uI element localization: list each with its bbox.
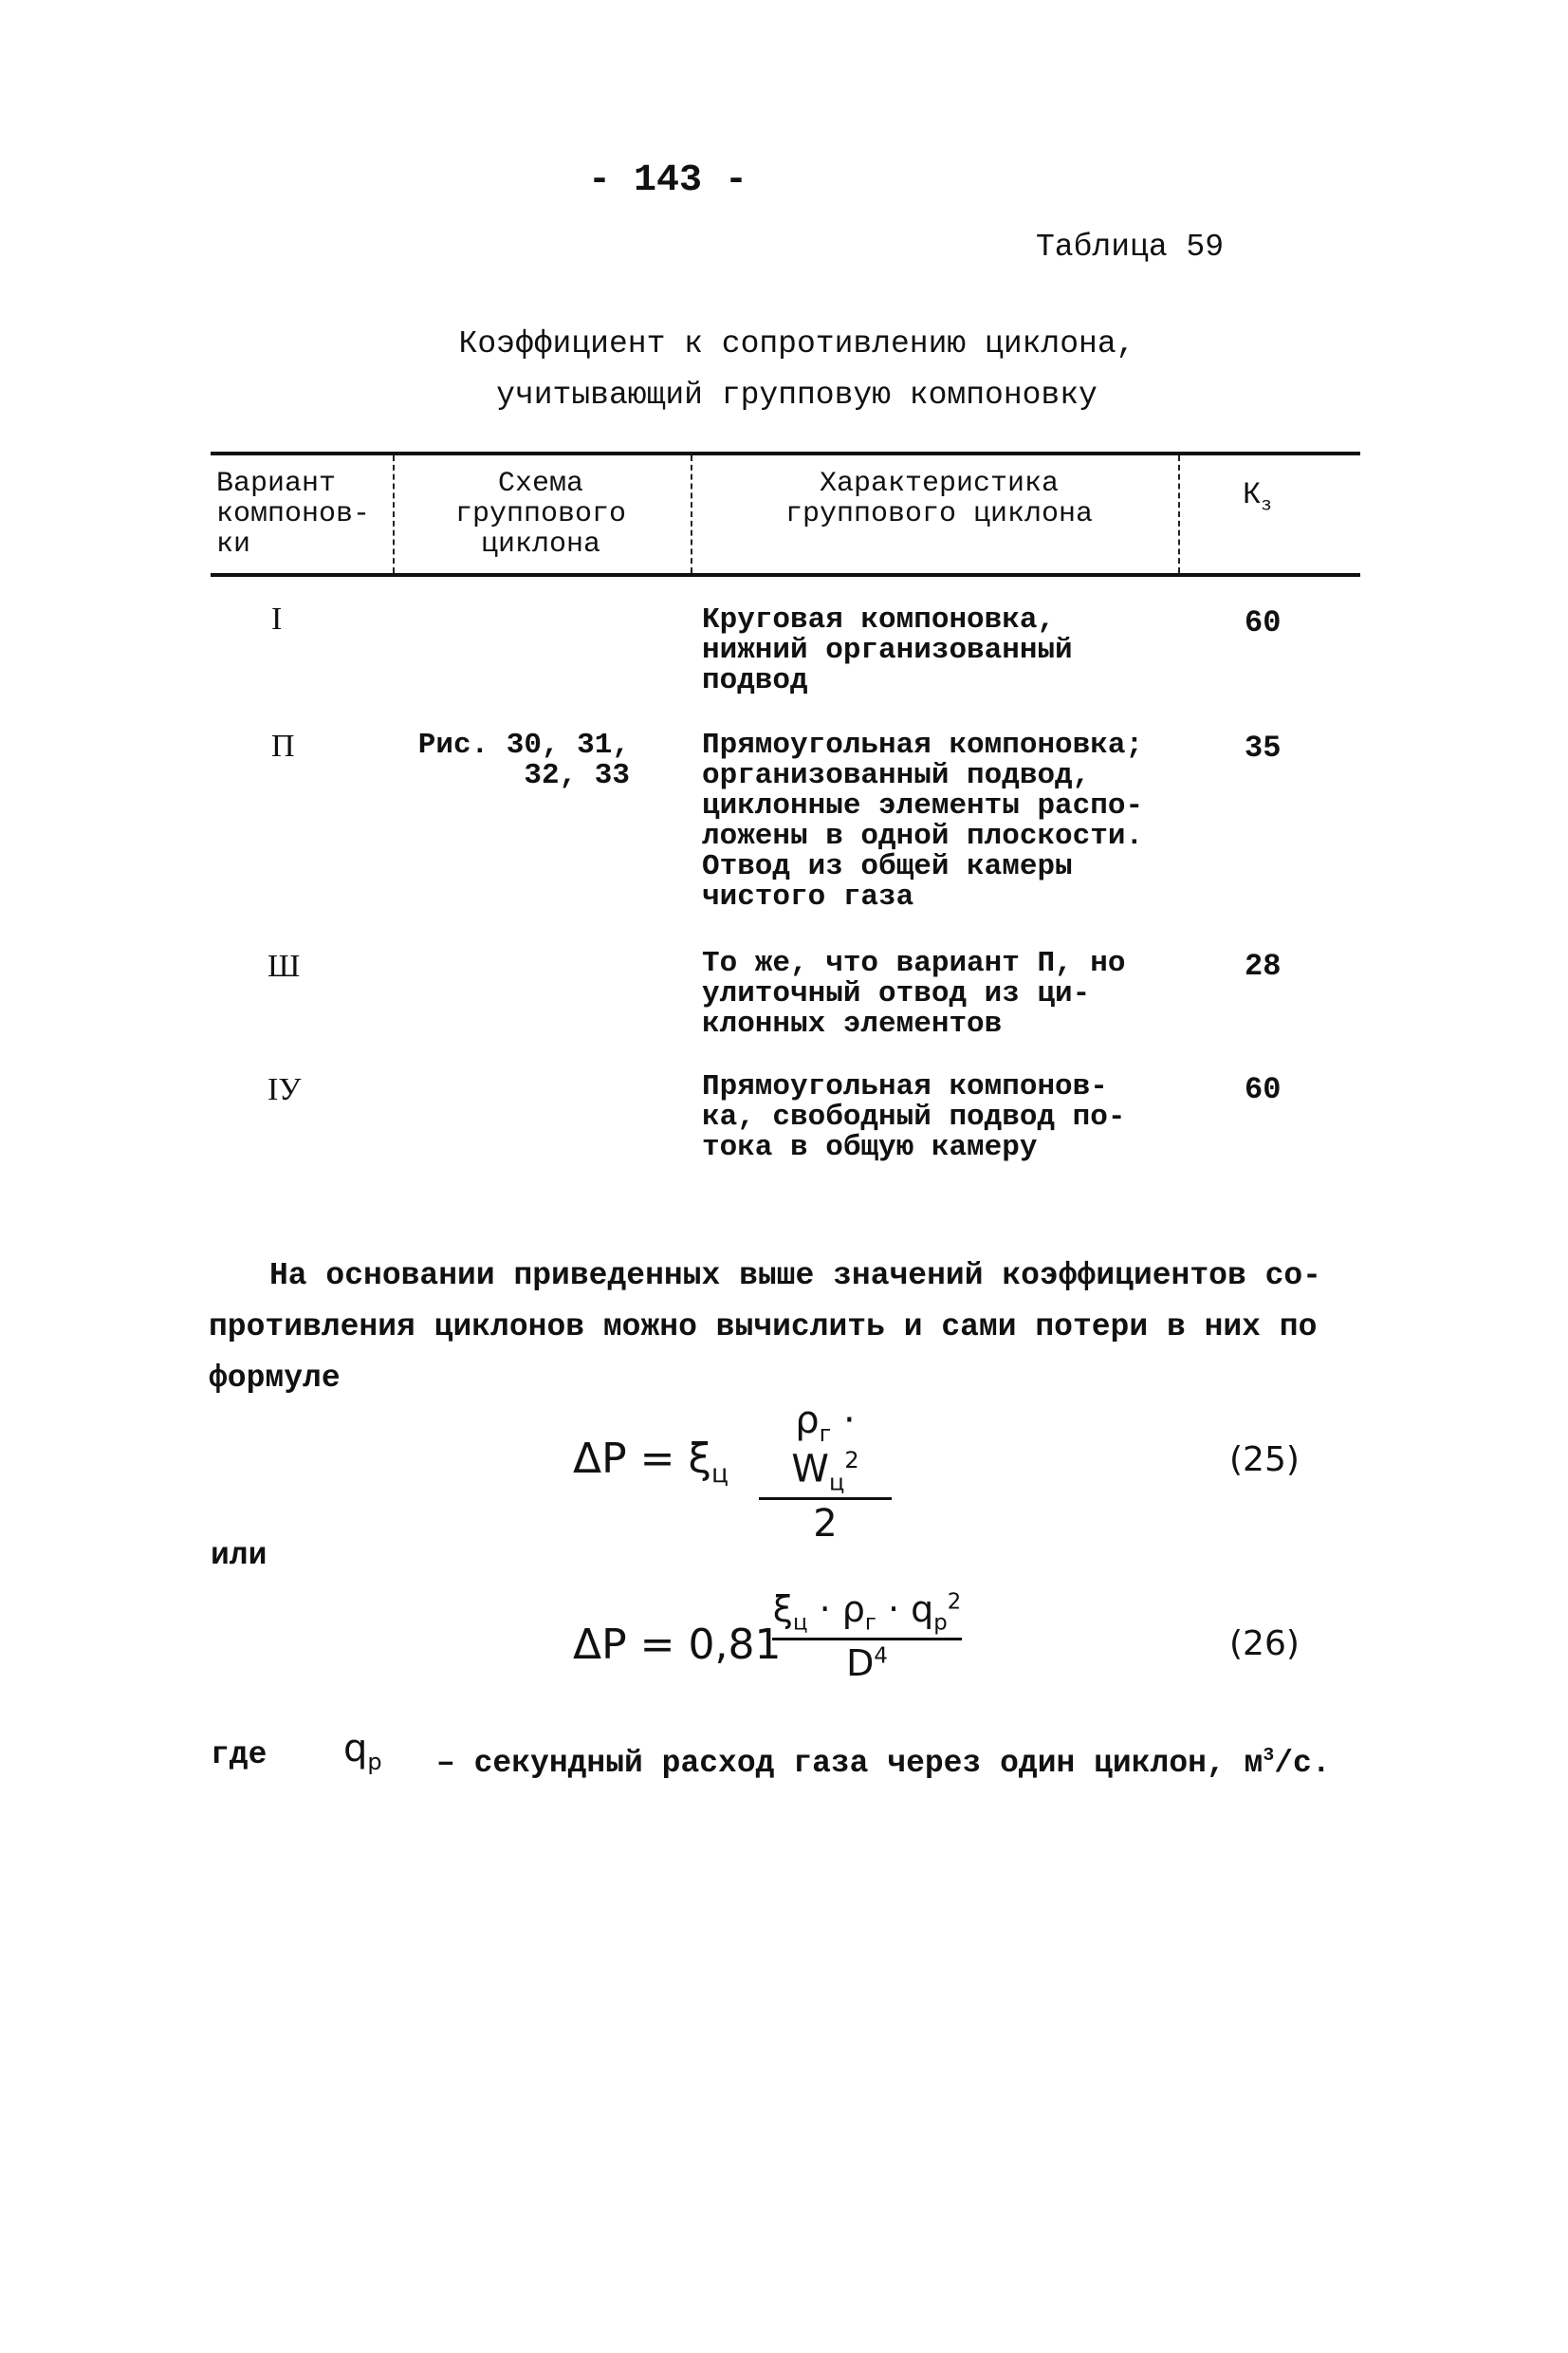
header-k: $К_з$	[1243, 477, 1272, 516]
page-number: - 143 -	[588, 159, 748, 202]
row-1-k: 60	[1245, 605, 1282, 640]
table-top-rule	[211, 452, 1360, 455]
row-4-k: 60	[1245, 1072, 1282, 1107]
row-3-k: 28	[1245, 949, 1282, 984]
header-variant: Вариант компонов- ки	[216, 468, 371, 561]
formula-26-fraction: $\xi_ц \cdot \rho_г \cdot q_р^2$ $D^4$	[772, 1588, 962, 1684]
body-paragraph: На основании приведенных выше значений коэффициентов со- противления циклонов можно вычислить и сами потери в них по формуле	[209, 1258, 1321, 1396]
row-3-variant: Ш	[267, 949, 301, 984]
where-description: – секундный расход газа через один циклон, $м^3/с$.	[436, 1745, 1331, 1781]
header-scheme: Схема группового циклона	[454, 468, 627, 561]
header-divider-1	[393, 455, 395, 573]
formula-25-lhs: $\Delta P = \xi_ц$	[573, 1435, 729, 1489]
formula-26-lhs: ΔP = 0,81	[573, 1621, 782, 1669]
header-characteristic: Характеристика группового циклона	[784, 468, 1094, 530]
where-word: где	[211, 1737, 267, 1772]
row-2-scheme: Рис. 30, 31, 32, 33	[417, 729, 630, 792]
table-label: Таблица 59	[1036, 230, 1225, 265]
table-caption-line-2: учитывающий групповую компоновку	[496, 378, 1098, 413]
header-divider-2	[691, 455, 692, 573]
table-header-rule	[211, 573, 1360, 577]
row-3-characteristic: То же, что вариант П, но улиточный отвод из ци- клонных элементов	[702, 947, 1126, 1041]
row-4-variant: IУ	[267, 1072, 302, 1107]
row-2-characteristic: Прямоугольная компоновка; организованный подвод, циклонные элементы распо- ложены в одной плоскости. Отвод из общей камеры чистого газа	[702, 729, 1144, 914]
formula-25-number: (25)	[1229, 1440, 1300, 1479]
row-2-k: 35	[1245, 731, 1282, 766]
formula-25-fraction: $\rho_г \cdot W_ц^2$ 2	[759, 1399, 892, 1546]
table-caption-line-1: Коэффициент к сопротивлению циклона,	[458, 326, 1135, 361]
or-word: или	[211, 1538, 267, 1573]
where-symbol: $q_р$	[343, 1727, 382, 1775]
row-1-characteristic: Круговая компоновка, нижний организованный подвод	[702, 603, 1073, 697]
header-divider-3	[1178, 455, 1180, 573]
row-4-characteristic: Прямоугольная компонов- ка, свободный подвод по- тока в общую камеру	[702, 1070, 1126, 1164]
row-1-variant: I	[271, 602, 283, 637]
formula-26-number: (26)	[1229, 1624, 1300, 1663]
row-2-variant: П	[271, 729, 295, 764]
